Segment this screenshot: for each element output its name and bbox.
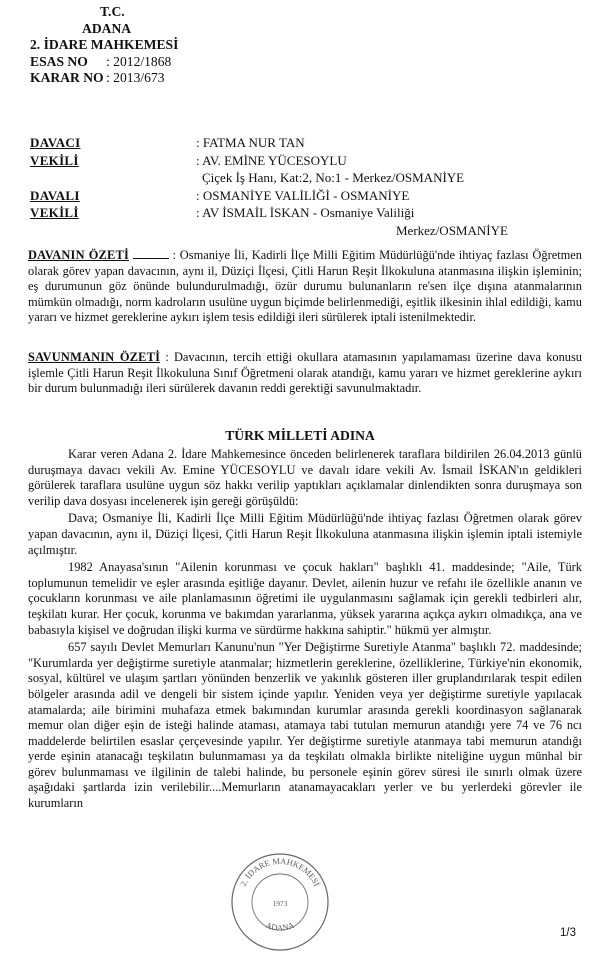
davaci-label: DAVACI xyxy=(30,135,81,150)
spacer xyxy=(30,169,196,187)
ozet-text: : Osmaniye İli, Kadirli İlçe Milli Eğitim Müdürlüğü'nde ihtiyaç fazlası Öğretmen olarak görev yapan davacının, aynı il, Düziçi İlçesi, Çitli Harun Reşit İlkokuluna atanmasına ilişkin işleminin; eş durumunun göz önünde bulundurulmadığı, özür durumu bulunanların re'sen ilçe dışına atanmalarının mümkün olmadığı, norm kadroların usulüne uygun biçimde belirlenmediği, eşitlik ilkesinin ihlal edildiği, kamu yararı ve hizmet gereklerine aykırı işlem tesis edildiği ileri sürülerek iptali istenilmektedir. xyxy=(28,248,582,325)
vekili2-row xyxy=(30,204,575,222)
davaci-value: : FATMA NUR TAN xyxy=(196,135,305,150)
tc-label: T.C. xyxy=(100,4,125,19)
parties-block xyxy=(30,134,575,239)
esas-label: ESAS NO xyxy=(30,53,88,69)
karar-label: KARAR NO xyxy=(30,70,104,85)
davaci-row xyxy=(30,134,575,152)
vekili2-address: Merkez/OSMANİYE xyxy=(396,222,508,238)
savunma-title: SAVUNMANIN ÖZETİ xyxy=(28,350,161,364)
vekili2-address-row xyxy=(30,222,575,240)
spacer xyxy=(30,222,196,240)
court-seal xyxy=(228,850,332,954)
document-header xyxy=(30,4,178,87)
vekili1-address-row xyxy=(30,169,575,187)
svg-text:2. İDARE MAHKEMESİ: 2. İDARE MAHKEMESİ xyxy=(237,855,323,888)
vekili1-address: Çiçek İş Hanı, Kat:2, No:1 - Merkez/OSMANİYE xyxy=(202,170,465,185)
vekili1-row xyxy=(30,152,575,170)
savunma-text: : Davacının, tercih ettiği okullara atamasının yapılamaması üzerine dava konusu işlemle Çitli Harun Reşit İlkokuluna Sınıf Öğretmeni olarak atandığı, kamu yararı ve hizmet gereklerine aykırı bir durum bulunmadığı ileri sürülerek davanın reddi gerektiği savunulmaktadır. xyxy=(28,350,582,396)
city-label: ADANA xyxy=(82,20,132,36)
davali-label: DAVALI xyxy=(30,187,80,203)
esas-row xyxy=(30,54,178,71)
davali-row xyxy=(30,187,575,205)
body-section xyxy=(28,447,582,812)
savunma-section xyxy=(28,350,582,397)
karar-value: : 2013/673 xyxy=(106,70,165,85)
paragraph-1: Karar veren Adana 2. İdare Mahkemesince önceden belirlenerek taraflara bildirilen 26.04.2013 günlü duruşmaya davacı vekili Av. Emine YÜCESOYLU ve davalı idare vekili Av. İsmail İSKAN'ın geldikleri görülerek taraflara usulüne uygun söz hakkı verilip yaptıkları açıklamalar dinlendikten sonra duruşmaya son verilip dava dosyası incelenerek işin gereği görüşüldü: xyxy=(28,447,582,508)
davali-value: : OSMANİYE VALİLİĞİ - OSMANİYE xyxy=(196,187,410,203)
vekili1-label: VEKİLİ xyxy=(30,152,79,168)
court-name: 2. İDARE MAHKEMESİ xyxy=(30,37,179,52)
esas-value: : 2012/1868 xyxy=(106,53,172,69)
ozet-section xyxy=(28,248,582,326)
page-number: 1/3 xyxy=(560,927,576,939)
vekili1-value: : AV. EMİNE YÜCESOYLU xyxy=(196,152,347,168)
paragraph-2: Dava; Osmaniye İli, Kadirli İlçe Milli Eğitim Müdürlüğü'nde ihtiyaç fazlası Öğretmen olarak görev yapan davacının, aynı il, Düziçi İlçesi, Çitli Harun Reşit İlkokuluna atanmasına ilişkin işlemin iptali istemiyle açılmıştır. xyxy=(28,511,582,557)
paragraph-4: 657 sayılı Devlet Memurları Kanunu'nun "Yer Değiştirme Suretiyle Atanma" başlıklı 72. maddesinde; "Kurumlarda yer değiştirme suretiyle atanmalar; hizmetlerin gereklerine, özelliklerine, Türkiye'nin ekonomik, sosyal, kültürel ve ulaşım şartları yönünden benzerlik ve yakınlık gösteren iller gruplandırılarak tespit edilen bölgeler arasında adil ve dengeli bir sistem içinde yapılır. Yeniden veya yer değiştirme suretiyle yapılacak atamalarda; aile birimini muhafaza etmek bakımından kurumlar arasında gerekli koordinasyon sağlanarak memur olan diğer eşin de isteği halinde ataması, atamaya tabi tutulan memurun atandığı yere 74 ve 76 ncı maddelerde belirtilen esaslar çerçevesinde yapılır. Yer değiştirme suretiyle atanmaya tabi memurun atandığı yerde eşinin atanacağı teşkilatın bulunmaması ya da teşkilatı olmakla birlikte niteliğine uygun münhal bir görev bulunmaması ve ilgilinin de talebi halinde, bu personele eşinin görev süresi ile sınırlı olmak üzere aşağıdaki şartlarda izin verilebilir....Memurların atanamayacakları yerler ve bu yerlerdeki görevler ile kurumların xyxy=(28,640,582,811)
karar-row xyxy=(30,70,178,87)
paragraph-3: 1982 Anayasa'sının "Ailenin korunması ve çocuk hakları" başlıklı 41. maddesinde; "Aile, Türk toplumunun temelidir ve eşler arasında eşitliğe dayanır. Devlet, ailenin huzur ve refahı ile özellikle ananın ve çocukların korunması ve aile planlamasının öğretimi ile uygulanmasını sağlamak için gerekli tedbirleri alır, teşkilatı kurar. Her çocuk, korunma ve bakımdan yararlanma, yüksek yararına açıkça aykırı olmadıkça, ana ve babasıyla kişisel ve doğrudan ilişki kurma ve sürdürme hakkına sahiptir." hükmü yer almıştır. xyxy=(28,560,582,637)
title-underline xyxy=(133,249,169,259)
svg-text:ADANA: ADANA xyxy=(264,919,296,933)
ozet-title: DAVANIN ÖZETİ xyxy=(28,248,129,262)
vekili2-label: VEKİLİ xyxy=(30,205,79,220)
vekili2-value: : AV İSMAİL İSKAN - Osmaniye Valiliği xyxy=(196,205,415,220)
body-title: TÜRK MİLLETİ ADINA xyxy=(225,428,375,443)
svg-text:1973: 1973 xyxy=(272,899,288,908)
